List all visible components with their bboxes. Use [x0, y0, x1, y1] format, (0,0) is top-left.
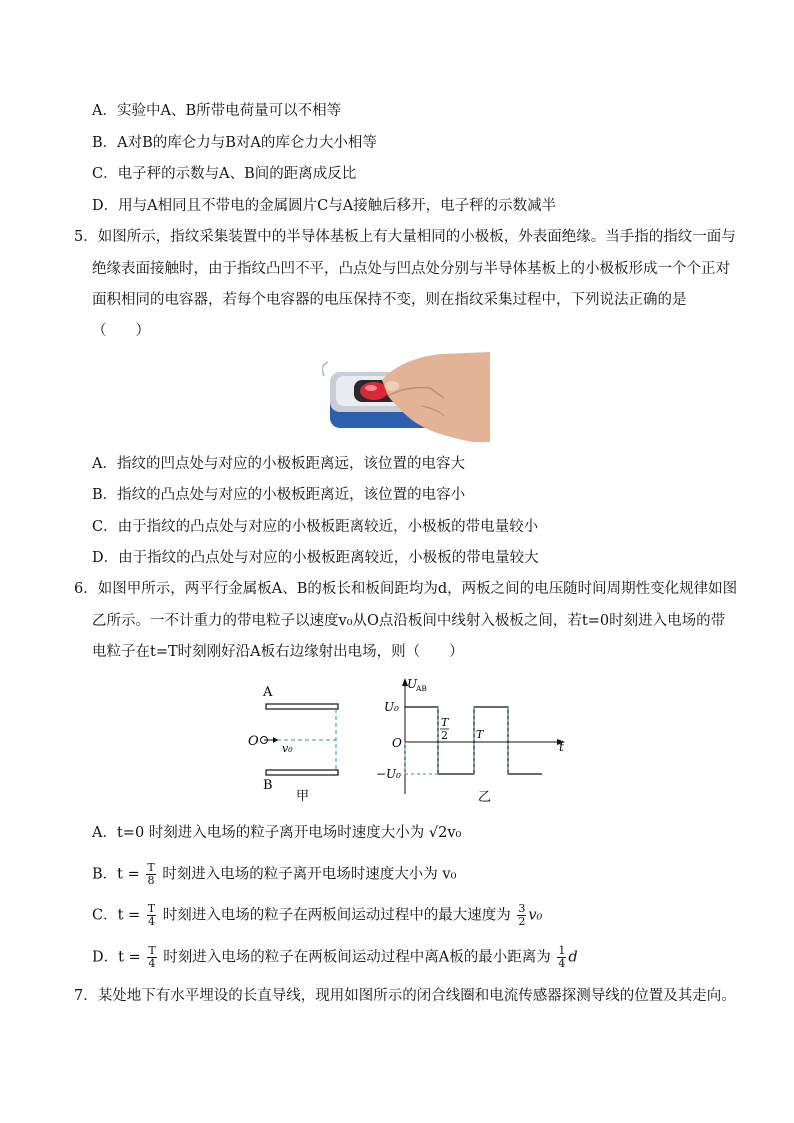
q5-stem-line2: 绝缘表面接触时，由于指纹凸凹不平，凸点处与凹点处分别与半导体基板上的小极板形成一个个正对: [92, 261, 730, 277]
half-t-numerator: T: [441, 716, 449, 729]
velocity-label: v₀: [282, 742, 293, 755]
t-axis-label: t: [559, 740, 564, 754]
fingerprint-scanner-image: [322, 350, 490, 442]
q7-stem-line1: 7．某处地下有水平埋设的长直导线，现用如图所示的闭合线圈和电流传感器探测导线的位置及其走向。: [74, 988, 736, 1004]
fraction-numerator: T: [148, 944, 156, 957]
q6-option-d-prefix: D．t =: [92, 949, 141, 966]
q6-option-c: [92, 903, 542, 928]
y-axis-sub-label: AB: [416, 684, 427, 693]
q6-stem-line3: 电粒子在t=T时刻刚好沿A板右边缘射出电场，则（ ）: [92, 644, 464, 660]
q6-option-b-text: 时刻进入电场的粒子离开电场时速度大小为 v₀: [162, 866, 457, 883]
q5-option-b: B．指纹的凸点处与对应的小极板距离近，该位置的电容小: [92, 487, 466, 503]
q6-option-a-value: √2v₀: [428, 825, 462, 841]
fraction-denominator: 2: [518, 915, 526, 928]
fraction-denominator: 4: [148, 957, 156, 970]
y-axis-label: U: [407, 677, 418, 691]
q6-stem-line1: 6．如图甲所示，两平行金属板A、B的板长和板间距均为d，两板之间的电压随时间周期性变化规律如图: [74, 581, 738, 597]
origin-o-label: O: [248, 734, 259, 749]
q6-option-d: [92, 945, 578, 970]
figure-jia-caption: 甲: [296, 789, 310, 804]
fraction-denominator: 8: [147, 874, 155, 887]
q6-option-c-v0: v₀: [528, 907, 543, 924]
plate-a-label: A: [263, 685, 273, 700]
q5-stem-line1: 5．如图所示，指纹采集装置中的半导体基板上有大量相同的小极板，外表面绝缘。当手指的指纹一面与: [74, 229, 736, 245]
origin-label: O: [392, 736, 402, 750]
fraction-numerator: T: [147, 902, 156, 915]
fraction-numerator: T: [147, 861, 155, 874]
q5-option-c: C．由于指纹的凸点处与对应的小极板距离较近，小极板的带电量较小: [92, 519, 539, 535]
q6-stem-line2: 乙所示。一不计重力的带电粒子以速度v₀从O点沿板间中线射入极板之间，若t=0时刻进入电场的带: [92, 613, 726, 629]
q5-option-a: A．指纹的凹点处与对应的小极板距离远，该位置的电容大: [92, 456, 465, 472]
plate-b-label: B: [263, 778, 273, 793]
q6-option-b-prefix: B．t =: [92, 866, 140, 883]
q6-option-d-text: 时刻进入电场的粒子在两板间运动过程中离A板的最小距离为: [163, 949, 551, 966]
q4-option-b: B．A对B的库仑力与B对A的库仑力大小相等: [92, 135, 377, 151]
q6-option-a: [92, 824, 461, 842]
q4-option-c: C．电子秤的示数与A、B间的距离成反比: [92, 166, 357, 182]
q5-answer-blank: （ ）: [92, 323, 150, 339]
half-t-denominator: 2: [441, 729, 448, 742]
q6-option-b-fraction: [146, 862, 155, 887]
fraction-numerator: 3: [518, 902, 526, 915]
q6-option-c-fraction: [147, 903, 156, 928]
figure-jia-parallel-plates: [244, 682, 348, 804]
u0-label: U₀: [384, 700, 399, 714]
figure-yi-voltage-graph: [350, 674, 572, 806]
q6-option-d-d: d: [568, 949, 578, 966]
q6-option-c-value-fraction: [517, 903, 526, 928]
q5-stem-line3: 面积相同的电容器，若每个电容器的电压保持不变，则在指纹采集过程中，下列说法正确的是: [92, 292, 687, 308]
q6-option-a-text: A．t=0 时刻进入电场的粒子离开电场时速度大小为: [92, 825, 425, 841]
q4-option-a: A．实验中A、B所带电荷量可以不相等: [92, 103, 342, 119]
fraction-numerator: 1: [558, 944, 566, 957]
q6-option-d-fraction: [147, 945, 156, 970]
fraction-denominator: 4: [147, 915, 155, 928]
q6-option-b: [92, 862, 456, 887]
t-period-label: T: [476, 728, 484, 741]
fraction-denominator: 4: [558, 957, 566, 970]
q6-option-c-prefix: C．t =: [92, 907, 141, 924]
q5-option-d: D．由于指纹的凸点处与对应的小极板距离较近，小极板的带电量较大: [92, 550, 539, 566]
q6-option-c-text: 时刻进入电场的粒子在两板间运动过程中的最大速度为: [162, 907, 511, 924]
q4-option-d: D．用与A相同且不带电的金属圆片C与A接触后移开，电子秤的示数减半: [92, 198, 557, 214]
neg-u0-label: −U₀: [376, 767, 401, 781]
q6-option-d-value-fraction: [557, 945, 566, 970]
figure-yi-caption: 乙: [478, 790, 492, 805]
